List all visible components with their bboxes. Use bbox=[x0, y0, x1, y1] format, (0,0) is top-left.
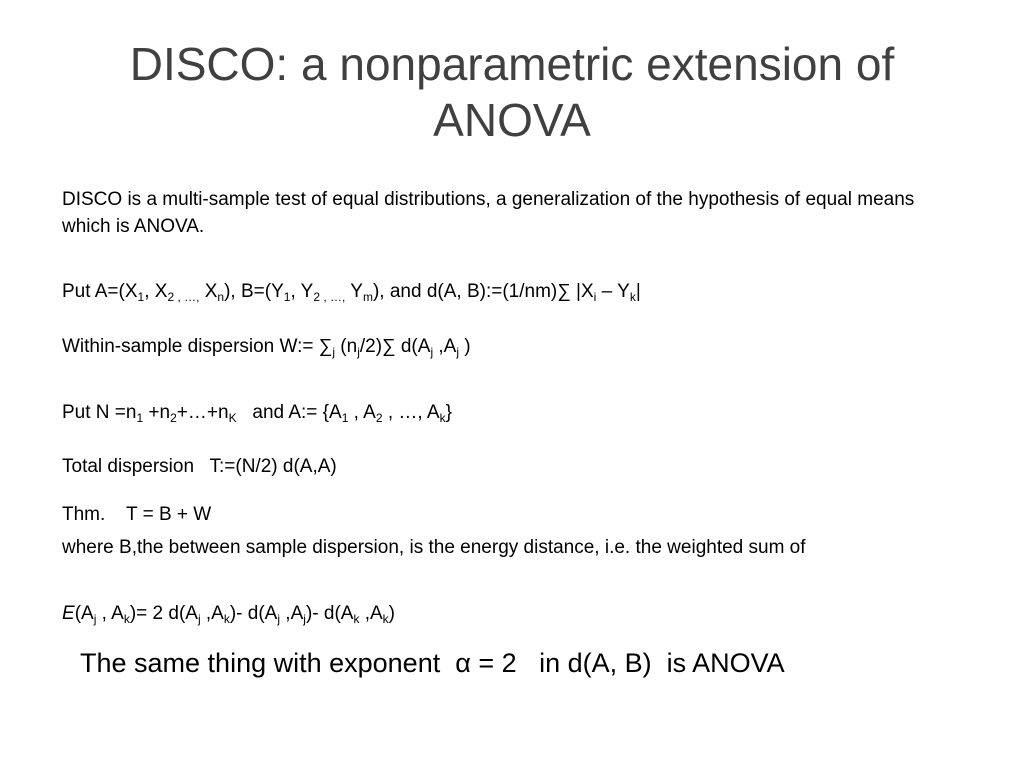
title-line-1: DISCO: a nonparametric extension of bbox=[129, 38, 895, 90]
put-a-b-definition: Put $A=(X_1$, $X_{2 , \dots,}$ $X_n$), $B=(Y_1$, $Y_{2 , \dots,}$ $Y_m$), and d(A, B):=(1/nm)∑ $|X_i - Y_k|$ bbox=[62, 281, 641, 304]
put-n-definition: Put $N =n_1$ $+n_2+\dots+n_K$ and A:= {$A_1$ , $A_2$ , …, $A_k$} bbox=[62, 402, 452, 425]
within-sample-dispersion: Within-sample dispersion W:= $\sum_j$ $(n_j/2)\sum$ $d(A_j$ $,A_j$ ) bbox=[62, 336, 471, 359]
total-dispersion: Total dispersion T:=(N/2) d(A,A) bbox=[62, 456, 337, 477]
energy-distance-formula: $E(A_j$ , $A_k)= 2$ $d(A_j$ $,A_k)-$ $d(A_j$ $,A_j)-$ $d(A_k$ $,A_k$) bbox=[62, 603, 395, 626]
intro-paragraph: DISCO is a multi-sample test of equal distributions, a generalization of the hypothesis of equal means which is ANOVA. bbox=[62, 189, 915, 237]
slide-title bbox=[0, 36, 1024, 148]
theorem-line: Thm. T = B + W bbox=[62, 504, 212, 525]
closing-statement: The same thing with exponent α = 2 in d(A, B) is ANOVA bbox=[80, 648, 785, 678]
title-line-2: ANOVA bbox=[433, 94, 591, 146]
where-line: where B,the between sample dispersion, is the energy distance, i.e. the weighted sum of bbox=[62, 537, 806, 558]
